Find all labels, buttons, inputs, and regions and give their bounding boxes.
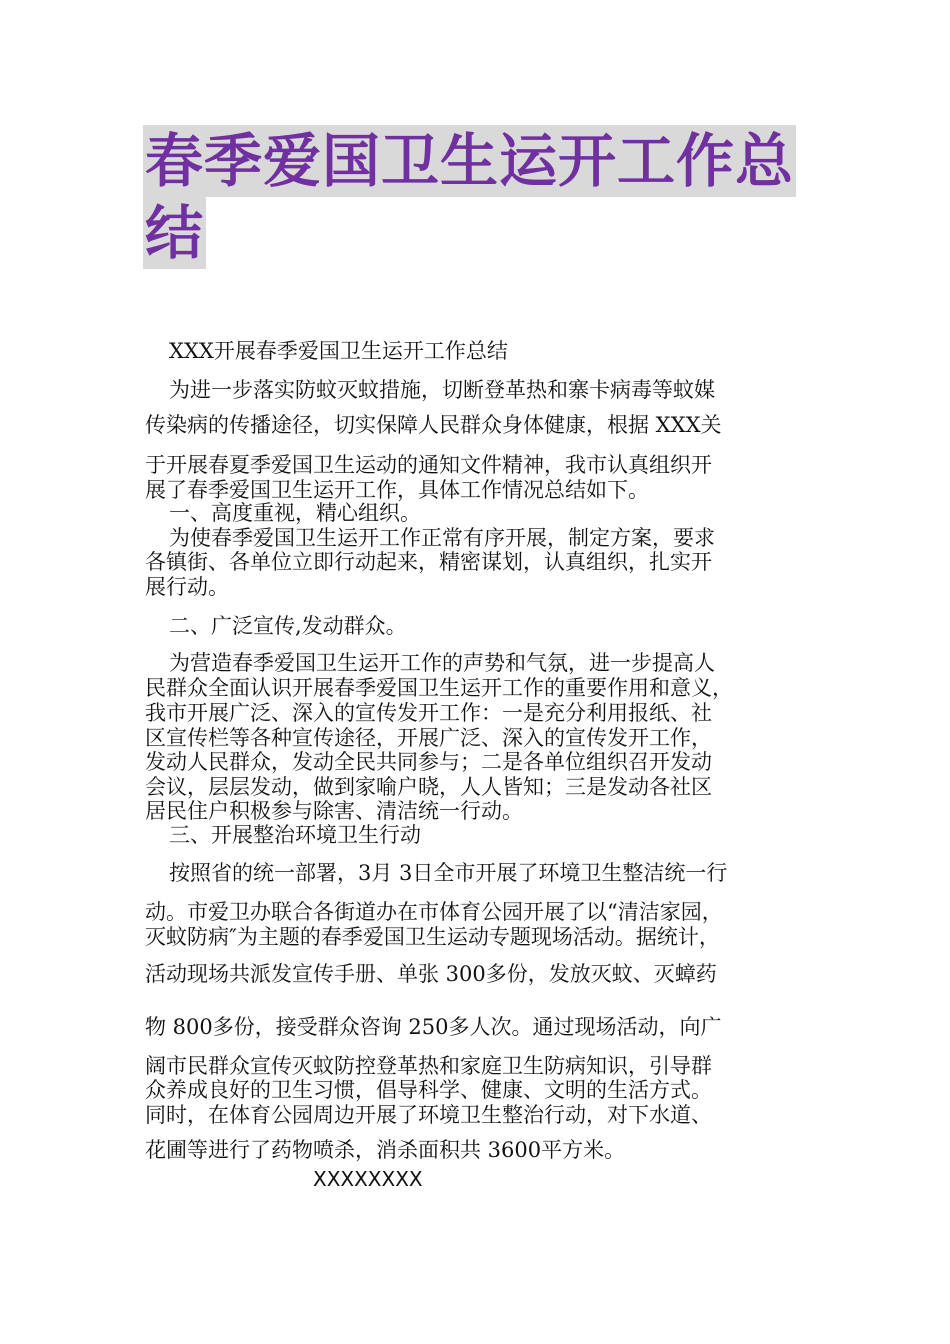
paragraph-line: 按照省的统一部署，3月 3日全市开展了环境卫生整洁统一行 <box>169 861 728 885</box>
paragraph-line: 为进一步落实防蚊灭蚊措施，切断登革热和寨卡病毒等蚊媒 <box>169 378 715 402</box>
paragraph-line: 活动现场共派发宣传手册、单张 300多份，发放灭蚊、灭蟑药 <box>145 962 717 986</box>
paragraph-line: 民群众全面认识开展春季爱国卫生运开工作的重要作用和意义， <box>145 676 733 700</box>
section-heading: 二、广泛宣传,发动群众。 <box>169 614 407 638</box>
paragraph-line: 为营造春季爱国卫生运开工作的声势和气氛，进一步提高人 <box>169 651 715 675</box>
paragraph-line: 阔市民群众宣传灭蚊防控登革热和家庭卫生防病知识，引导群 <box>145 1054 712 1078</box>
subtitle-line: XXX开展春季爱国卫生运开工作总结 <box>169 339 508 363</box>
paragraph-line: 同时，在体育公园周边开展了环境卫生整治行动，对下水道、 <box>145 1103 712 1127</box>
title-line-2: 结 <box>145 199 205 267</box>
paragraph-line: 各镇街、各单位立即行动起来，精密谋划，认真组织，扎实开 <box>145 550 712 574</box>
paragraph-line: 展行动。 <box>145 575 229 599</box>
paragraph-line: 动。市爱卫办联合各街道办在市体育公园开展了以“清洁家园， <box>145 900 723 924</box>
paragraph-line: 会议，层层发动，做到家喻户晓，人人皆知；三是发动各社区 <box>145 775 712 799</box>
paragraph-line: 物 800多份，接受群众咨询 250多人次。通过现场活动，向广 <box>145 1015 722 1039</box>
paragraph-line: 为使春季爱国卫生运开工作正常有序开展，制定方案，要求 <box>169 526 715 550</box>
section-heading: 一、高度重视，精心组织。 <box>169 501 421 525</box>
document-title <box>143 125 813 269</box>
paragraph-line: 发动人民群众，发动全民共同参与；二是各单位组织召开发动 <box>145 750 712 774</box>
section-heading: 三、开展整治环境卫生行动 <box>169 823 421 847</box>
paragraph-line: 花圃等进行了药物喷杀，消杀面积共 3600平方米。 <box>145 1138 626 1162</box>
paragraph-line: 区宣传栏等各种宣传途径，开展广泛、深入的宣传发开工作， <box>145 726 712 750</box>
paragraph-line: 展了春季爱国卫生运开工作，具体工作情况总结如下。 <box>145 478 649 502</box>
paragraph-line: 居民住户积极参与除害、清洁统一行动。 <box>145 799 523 823</box>
paragraph-line: 灭蚊防病″为主题的春季爱国卫生运动专题现场活动。据统计， <box>145 925 720 949</box>
paragraph-line: 于开展春夏季爱国卫生运动的通知文件精神，我市认真组织开 <box>145 453 712 477</box>
title-line-1: 春季爱国卫生运开工作总 <box>145 127 795 195</box>
paragraph-line: 传染病的传播途径，切实保障人民群众身体健康，根据 XXX关 <box>145 413 722 437</box>
paragraph-line: 众养成良好的卫生习惯，倡导科学、健康、文明的生活方式。 <box>145 1078 712 1102</box>
paragraph-line: 我市开展广泛、深入的宣传发开工作：一是充分利用报纸、社 <box>145 701 712 725</box>
signature: XXXXXXXX <box>313 1167 423 1191</box>
